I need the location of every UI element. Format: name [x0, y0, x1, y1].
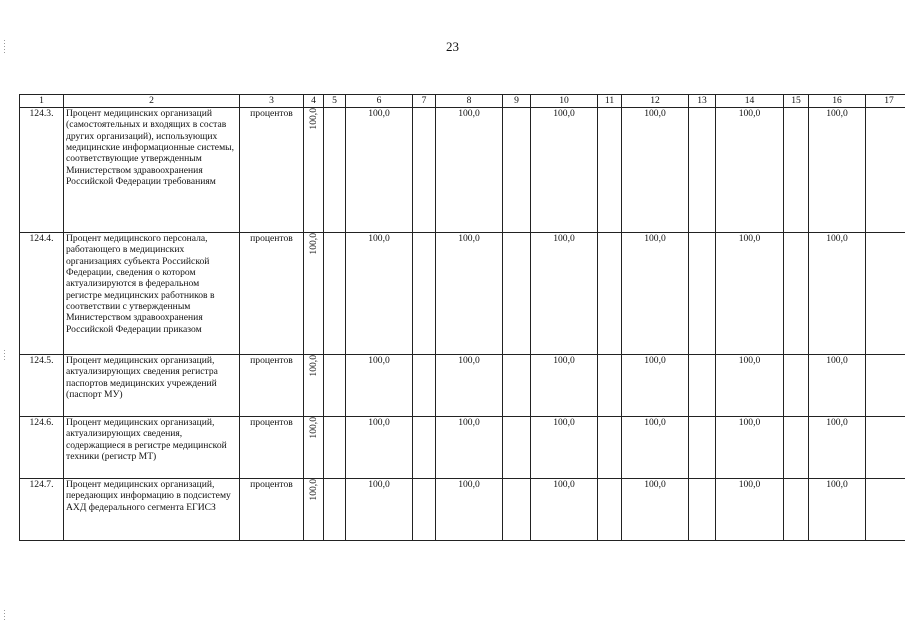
empty-cell [689, 355, 716, 417]
value-cell: 100,0 [809, 355, 866, 417]
value-cell: 100,0 [622, 108, 689, 233]
value-cell: 100,0 [436, 108, 503, 233]
indicator-name: Процент медицинских организаций, передающих информацию в подсистему АХД федерального сегмента ЕГИСЗ [64, 479, 240, 541]
empty-cell [413, 355, 436, 417]
scan-edge-mark-middle [4, 350, 5, 360]
value-cell: 100,0 [622, 417, 689, 479]
base-value: 100,0 [307, 479, 319, 501]
empty-cell [866, 417, 905, 479]
empty-cell [324, 417, 346, 479]
value-cell: 100,0 [622, 233, 689, 355]
empty-cell [413, 233, 436, 355]
base-value-cell [304, 108, 324, 233]
value-cell: 100,0 [716, 417, 784, 479]
indicator-name: Процент медицинского персонала, работающего в медицинских организациях субъекта Российской Федерации, сведения о котором актуализируются в федеральном регистре медицинских работников в соответствии с утвержденным Министерством здравоохранения Российской Федерации приказом [64, 233, 240, 355]
base-value: 100,0 [307, 417, 319, 439]
unit-cell: процентов [240, 233, 304, 355]
empty-cell [784, 479, 809, 541]
column-header: 13 [689, 95, 716, 108]
column-header: 14 [716, 95, 784, 108]
column-header: 3 [240, 95, 304, 108]
value-cell: 100,0 [622, 479, 689, 541]
table-row [20, 108, 905, 233]
value-cell: 100,0 [809, 417, 866, 479]
value-cell: 100,0 [531, 479, 598, 541]
base-value-cell [304, 355, 324, 417]
empty-cell [866, 479, 905, 541]
value-cell: 100,0 [622, 355, 689, 417]
column-header: 11 [598, 95, 622, 108]
base-value-cell [304, 479, 324, 541]
scan-edge-mark-bottom [4, 610, 5, 622]
row-number: 124.6. [20, 417, 64, 479]
value-cell: 100,0 [531, 108, 598, 233]
value-cell: 100,0 [716, 108, 784, 233]
empty-cell [784, 417, 809, 479]
empty-cell [866, 233, 905, 355]
table-row [20, 233, 905, 355]
value-cell: 100,0 [809, 108, 866, 233]
base-value: 100,0 [307, 108, 319, 130]
empty-cell [598, 417, 622, 479]
column-header: 12 [622, 95, 689, 108]
value-cell: 100,0 [346, 108, 413, 233]
value-cell: 100,0 [346, 355, 413, 417]
value-cell: 100,0 [346, 417, 413, 479]
empty-cell [503, 417, 531, 479]
empty-cell [503, 479, 531, 541]
value-cell: 100,0 [531, 417, 598, 479]
row-number: 124.5. [20, 355, 64, 417]
value-cell: 100,0 [436, 479, 503, 541]
column-header: 17 [866, 95, 905, 108]
column-header: 6 [346, 95, 413, 108]
value-cell: 100,0 [716, 233, 784, 355]
unit-cell: процентов [240, 479, 304, 541]
unit-cell: процентов [240, 417, 304, 479]
value-cell: 100,0 [436, 355, 503, 417]
empty-cell [598, 355, 622, 417]
empty-cell [324, 479, 346, 541]
empty-cell [866, 355, 905, 417]
page-number: 23 [446, 39, 459, 54]
value-cell: 100,0 [809, 479, 866, 541]
empty-cell [598, 108, 622, 233]
indicator-name: Процент медицинских организаций (самостоятельных и входящих в состав других организаций), использующих медицинские информационные системы, соответствующие утвержденным Министерством здравоохранения Российской Федерации требованиям [64, 108, 240, 233]
empty-cell [784, 233, 809, 355]
column-header: 4 [304, 95, 324, 108]
value-cell: 100,0 [436, 417, 503, 479]
value-cell: 100,0 [809, 233, 866, 355]
empty-cell [784, 355, 809, 417]
empty-cell [689, 479, 716, 541]
column-header: 15 [784, 95, 809, 108]
table-row [20, 479, 905, 541]
row-number: 124.3. [20, 108, 64, 233]
column-header: 8 [436, 95, 503, 108]
column-header: 16 [809, 95, 866, 108]
base-value: 100,0 [307, 355, 319, 377]
base-value: 100,0 [307, 233, 319, 255]
indicator-name: Процент медицинских организаций, актуализирующих сведения, содержащиеся в регистре медицинской техники (регистр МТ) [64, 417, 240, 479]
empty-cell [324, 108, 346, 233]
empty-cell [324, 233, 346, 355]
empty-cell [689, 108, 716, 233]
row-number: 124.7. [20, 479, 64, 541]
empty-cell [503, 355, 531, 417]
empty-cell [324, 355, 346, 417]
column-header: 9 [503, 95, 531, 108]
empty-cell [784, 108, 809, 233]
base-value-cell [304, 417, 324, 479]
value-cell: 100,0 [531, 355, 598, 417]
empty-cell [503, 233, 531, 355]
indicators-table [19, 94, 905, 541]
empty-cell [413, 108, 436, 233]
base-value-cell [304, 233, 324, 355]
indicator-name: Процент медицинских организаций, актуализирующих сведения регистра паспортов медицинских учреждений (паспорт МУ) [64, 355, 240, 417]
column-header: 1 [20, 95, 64, 108]
column-header: 10 [531, 95, 598, 108]
value-cell: 100,0 [346, 479, 413, 541]
empty-cell [689, 417, 716, 479]
empty-cell [598, 233, 622, 355]
value-cell: 100,0 [716, 479, 784, 541]
empty-cell [598, 479, 622, 541]
column-header: 5 [324, 95, 346, 108]
column-header: 2 [64, 95, 240, 108]
row-number: 124.4. [20, 233, 64, 355]
column-number-row [20, 95, 905, 108]
table-row [20, 417, 905, 479]
empty-cell [689, 233, 716, 355]
table-row [20, 355, 905, 417]
unit-cell: процентов [240, 108, 304, 233]
value-cell: 100,0 [716, 355, 784, 417]
empty-cell [413, 417, 436, 479]
value-cell: 100,0 [346, 233, 413, 355]
unit-cell: процентов [240, 355, 304, 417]
value-cell: 100,0 [531, 233, 598, 355]
empty-cell [413, 479, 436, 541]
empty-cell [866, 108, 905, 233]
column-header: 7 [413, 95, 436, 108]
value-cell: 100,0 [436, 233, 503, 355]
empty-cell [503, 108, 531, 233]
